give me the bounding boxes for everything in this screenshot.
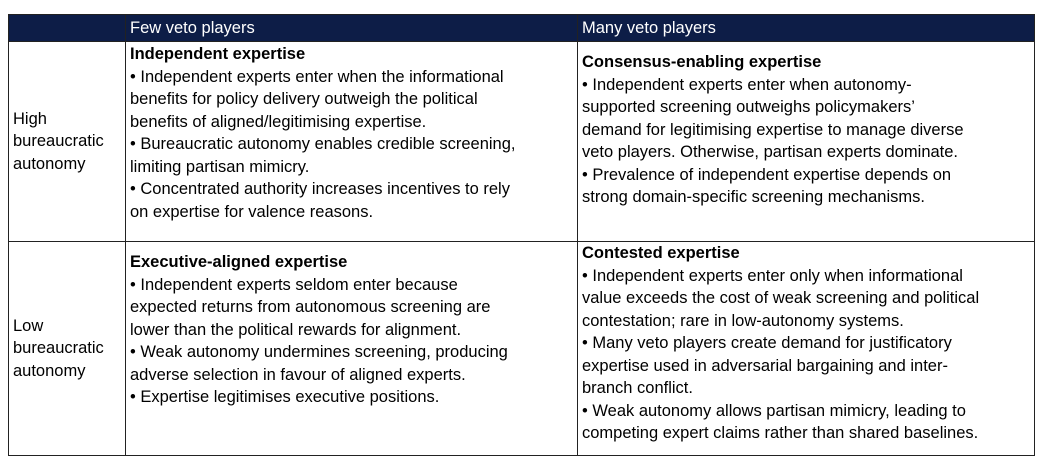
row-label-high-autonomy bbox=[9, 42, 126, 242]
cell-contested-expertise bbox=[578, 242, 1035, 456]
cell-line: on expertise for valence reasons. bbox=[130, 202, 374, 221]
row-low-autonomy bbox=[9, 242, 1035, 456]
cell-line: limiting partisan mimicry. bbox=[130, 157, 310, 176]
header-few-veto-players: Few veto players bbox=[126, 15, 578, 42]
header-row bbox=[9, 15, 1035, 42]
cell-line: branch conflict. bbox=[582, 379, 693, 397]
row-label-low-autonomy bbox=[9, 242, 126, 456]
veto-autonomy-table bbox=[8, 14, 1035, 456]
row-label-line: High bbox=[13, 109, 47, 128]
cell-line: • Independent experts enter when autonomy- bbox=[582, 75, 912, 94]
cell-line: • Prevalence of independent expertise depends on bbox=[582, 165, 952, 184]
cell-line: adverse selection in favour of aligned experts. bbox=[130, 365, 466, 384]
cell-title: Contested expertise bbox=[582, 244, 740, 262]
cell-line: benefits for policy delivery outweigh the political bbox=[130, 90, 478, 108]
cell-line: • Independent experts enter only when informational bbox=[582, 266, 963, 285]
cell-consensus-enabling-expertise bbox=[578, 42, 1035, 242]
cell-line: competing expert claims rather than shared baselines. bbox=[582, 424, 979, 442]
cell-executive-aligned-expertise bbox=[126, 242, 578, 456]
cell-line: contestation; rare in low-autonomy systems. bbox=[582, 311, 904, 330]
cell-line: • Bureaucratic autonomy enables credible screening, bbox=[130, 135, 516, 153]
row-label-line: autonomy bbox=[13, 154, 86, 173]
cell-line: • Concentrated authority increases incentives to rely bbox=[130, 180, 510, 198]
cell-line: • Expertise legitimises executive positions. bbox=[130, 388, 440, 406]
cell-line: • Independent experts enter when the informational bbox=[130, 67, 504, 86]
cell-title: Consensus-enabling expertise bbox=[582, 53, 822, 71]
row-label-line: bureaucratic bbox=[13, 132, 104, 151]
cell-line: • Weak autonomy allows partisan mimicry, leading to bbox=[582, 401, 966, 420]
cell-line: strong domain-specific screening mechanisms. bbox=[582, 188, 925, 206]
cell-line: value exceeds the cost of weak screening and political bbox=[582, 289, 980, 307]
cell-line: benefits of aligned/legitimising expertise. bbox=[130, 112, 427, 131]
row-label-line: Low bbox=[13, 316, 44, 335]
cell-line: • Independent experts seldom enter because bbox=[130, 275, 458, 294]
cell-line: supported screening outweighs policymakers’ bbox=[582, 98, 915, 116]
cell-line: • Many veto players create demand for justificatory bbox=[582, 334, 952, 352]
cell-line: • Weak autonomy undermines screening, producing bbox=[130, 343, 508, 361]
header-many-veto-players: Many veto players bbox=[578, 15, 1035, 42]
row-high-autonomy bbox=[9, 42, 1035, 242]
cell-title: Executive-aligned expertise bbox=[130, 253, 348, 271]
header-corner bbox=[9, 15, 126, 42]
cell-line: expected returns from autonomous screening are bbox=[130, 298, 491, 316]
cell-line: veto players. Otherwise, partisan experts dominate. bbox=[582, 143, 959, 161]
row-label-line: autonomy bbox=[13, 361, 86, 380]
row-label-line: bureaucratic bbox=[13, 339, 104, 358]
cell-independent-expertise bbox=[126, 42, 578, 242]
cell-line: expertise used in adversarial bargaining and inter- bbox=[582, 356, 948, 375]
cell-line: lower than the political rewards for alignment. bbox=[130, 320, 462, 339]
cell-line: demand for legitimising expertise to manage diverse bbox=[582, 120, 964, 139]
cell-title: Independent expertise bbox=[130, 45, 306, 63]
